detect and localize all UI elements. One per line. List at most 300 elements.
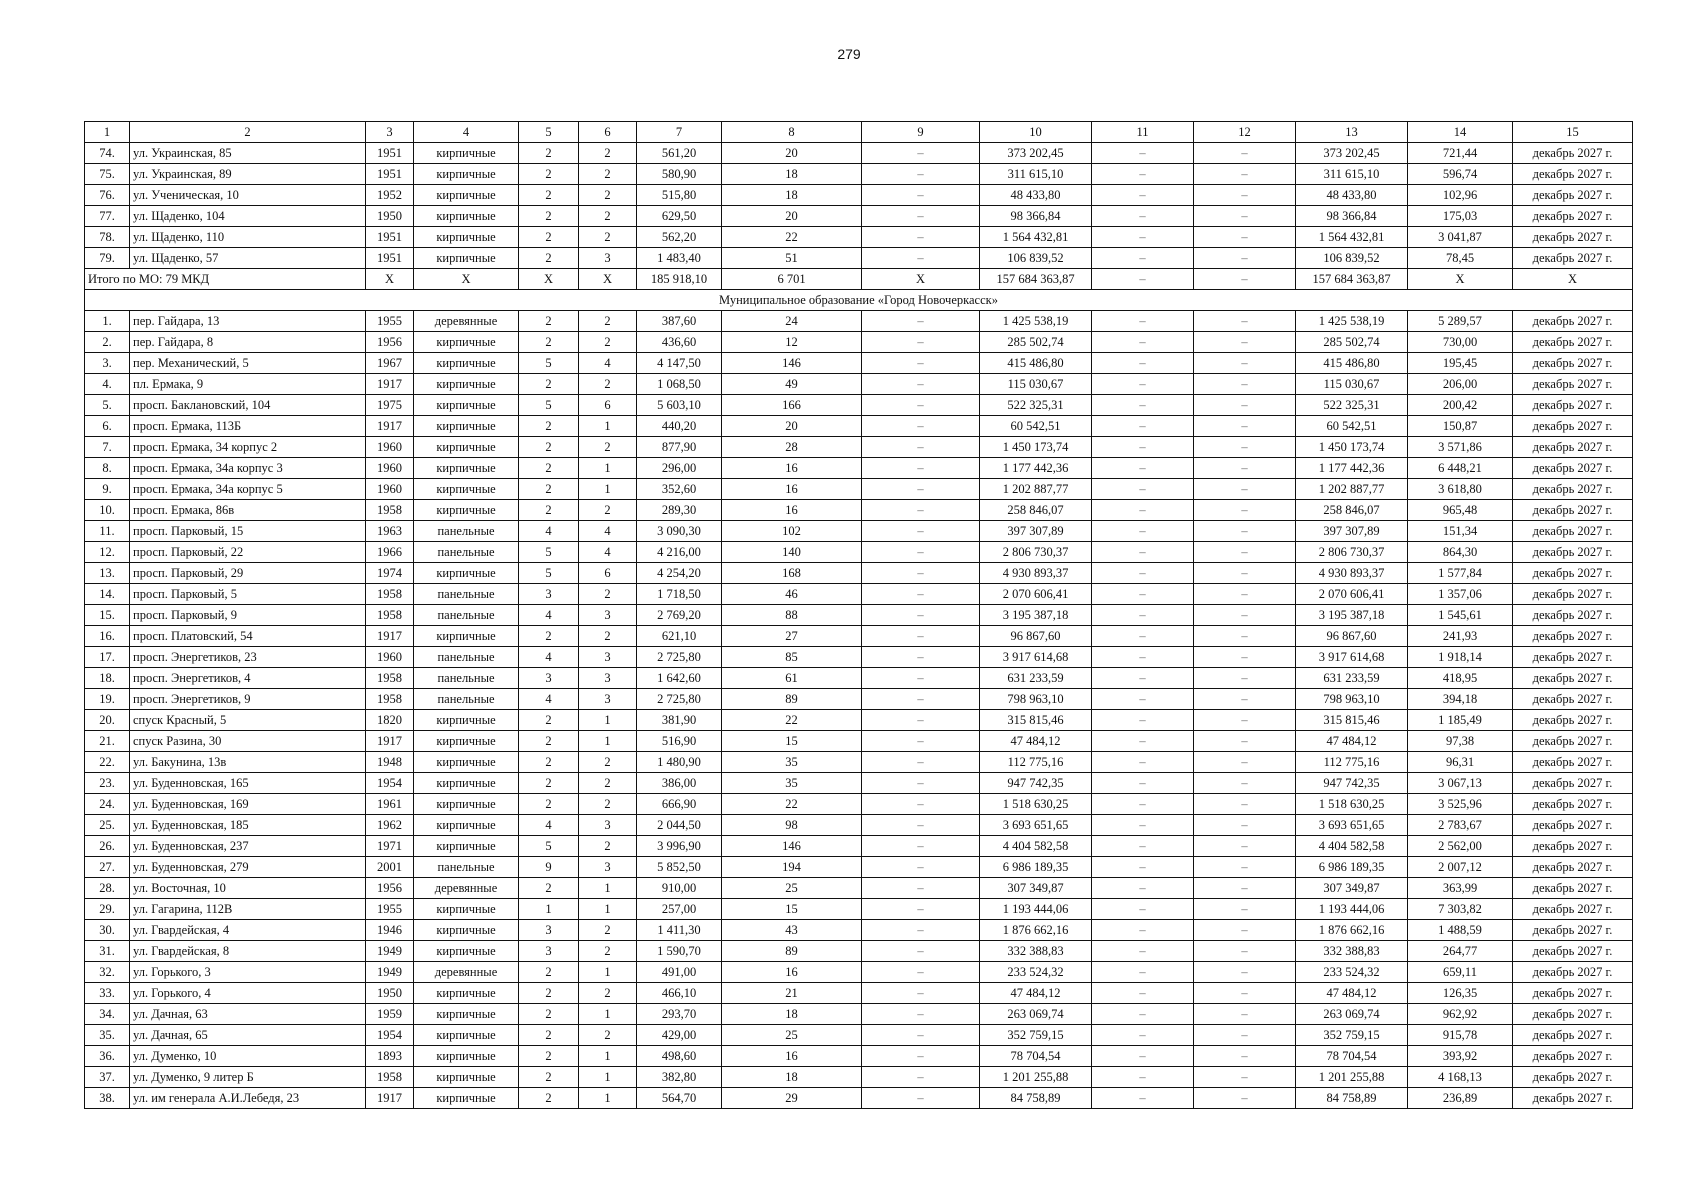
table-cell: 2 [519,710,579,731]
table-cell: – [1092,164,1194,185]
table-cell: 4 [579,542,637,563]
table-cell: – [1092,689,1194,710]
table-cell: – [1092,143,1194,164]
table-cell: 1 [519,899,579,920]
table-cell: – [862,794,980,815]
table-cell: 1917 [366,731,414,752]
table-cell: 43 [722,920,862,941]
table-cell: 18 [722,1067,862,1088]
table-cell: 1 480,90 [637,752,722,773]
table-cell: 2 [519,1004,579,1025]
table-cell: 2 [579,773,637,794]
table-cell: 1951 [366,143,414,164]
table-cell: – [862,374,980,395]
table-cell: 2 [519,374,579,395]
table-cell: кирпичные [414,395,519,416]
table-cell: 12 [722,332,862,353]
table-cell: 3 [579,605,637,626]
table-cell: 947 742,35 [1296,773,1408,794]
table-cell: 6 [579,563,637,584]
table-cell: 1 [579,878,637,899]
table-row [85,815,1633,836]
column-header: 14 [1408,122,1513,143]
table-cell: декабрь 2027 г. [1513,920,1633,941]
table-cell: 3 [579,857,637,878]
table-cell: декабрь 2027 г. [1513,647,1633,668]
table-cell: 2 [579,500,637,521]
table-row [85,143,1633,164]
table-cell: 10. [85,500,130,521]
table-cell: 522 325,31 [980,395,1092,416]
table-cell: 98 366,84 [1296,206,1408,227]
table-cell: 146 [722,353,862,374]
table-cell: 415 486,80 [1296,353,1408,374]
table-cell: – [1194,1067,1296,1088]
table-cell: – [862,836,980,857]
table-cell: – [1194,311,1296,332]
table-cell: декабрь 2027 г. [1513,521,1633,542]
table-cell: X [366,269,414,290]
table-cell: 2 783,67 [1408,815,1513,836]
table-cell: – [1194,584,1296,605]
table-cell: 29 [722,1088,862,1109]
table-cell: 112 775,16 [1296,752,1408,773]
table-cell: 2 [579,941,637,962]
table-cell: 1 518 630,25 [1296,794,1408,815]
table-cell: 16 [722,479,862,500]
table-cell: 522 325,31 [1296,395,1408,416]
table-cell: 1 177 442,36 [1296,458,1408,479]
table-cell: 2 [579,437,637,458]
table-cell: 1961 [366,794,414,815]
table-cell: ул. Буденновская, 169 [130,794,366,815]
table-cell: 2 [579,164,637,185]
table-cell: 307 349,87 [980,878,1092,899]
table-cell: – [1194,605,1296,626]
table-cell: 102,96 [1408,185,1513,206]
table-cell: – [862,1004,980,1025]
table-cell: 1 577,84 [1408,563,1513,584]
table-cell: кирпичные [414,353,519,374]
table-cell: 4 404 582,58 [1296,836,1408,857]
table-cell: 1 545,61 [1408,605,1513,626]
table-cell: 1917 [366,1088,414,1109]
table-cell: 2 [519,248,579,269]
table-cell: 315 815,46 [1296,710,1408,731]
table-cell: 1960 [366,647,414,668]
table-cell: 466,10 [637,983,722,1004]
table-cell: ул. Горького, 3 [130,962,366,983]
table-cell: 84 758,89 [980,1088,1092,1109]
table-cell: – [1092,500,1194,521]
table-row [85,311,1633,332]
table-cell: ул. им генерала А.И.Лебедя, 23 [130,1088,366,1109]
table-cell: 2 [579,374,637,395]
table-cell: 1960 [366,458,414,479]
table-cell: – [1092,521,1194,542]
table-cell: 1 564 432,81 [1296,227,1408,248]
table-cell: – [1194,689,1296,710]
table-cell: 1952 [366,185,414,206]
table-cell: 22 [722,794,862,815]
table-cell: декабрь 2027 г. [1513,248,1633,269]
table-cell: 2 070 606,41 [980,584,1092,605]
table-cell: кирпичные [414,227,519,248]
table-cell: 3 067,13 [1408,773,1513,794]
table-cell: 2 [579,206,637,227]
table-cell: – [1092,1088,1194,1109]
table-cell: X [1513,269,1633,290]
table-cell: декабрь 2027 г. [1513,815,1633,836]
table-cell: ул. Думенко, 10 [130,1046,366,1067]
table-cell: кирпичные [414,479,519,500]
table-cell: 1 718,50 [637,584,722,605]
table-cell: 1 068,50 [637,374,722,395]
table-cell: 289,30 [637,500,722,521]
total-row [85,269,1633,290]
table-cell: 24. [85,794,130,815]
table-cell: ул. Буденновская, 185 [130,815,366,836]
table-cell: 112 775,16 [980,752,1092,773]
table-cell: – [1092,185,1194,206]
table-cell: пер. Гайдара, 13 [130,311,366,332]
table-cell: 1950 [366,206,414,227]
table-cell: просп. Энергетиков, 23 [130,647,366,668]
table-cell: – [1092,962,1194,983]
table-cell: – [1092,353,1194,374]
table-cell: 2 [579,794,637,815]
table-cell: 98 [722,815,862,836]
table-cell: 2 [519,227,579,248]
table-cell: – [1194,416,1296,437]
table-cell: кирпичные [414,836,519,857]
table-cell: 2 [519,731,579,752]
table-cell: 666,90 [637,794,722,815]
table-cell: 60 542,51 [980,416,1092,437]
table-cell: 1 201 255,88 [980,1067,1092,1088]
table-row [85,584,1633,605]
table-cell: кирпичные [414,983,519,1004]
table-cell: – [1194,521,1296,542]
table-cell: 1 [579,899,637,920]
table-row [85,794,1633,815]
table-cell: 659,11 [1408,962,1513,983]
table-cell: – [1092,941,1194,962]
table-cell: 3 195 387,18 [980,605,1092,626]
table-cell: 564,70 [637,1088,722,1109]
table-cell: 47 484,12 [980,983,1092,1004]
table-cell: декабрь 2027 г. [1513,1067,1633,1088]
table-cell: – [862,248,980,269]
table-cell: – [1194,332,1296,353]
table-cell: – [1092,458,1194,479]
table-row [85,1046,1633,1067]
table-cell: декабрь 2027 г. [1513,542,1633,563]
table-cell: 6 [579,395,637,416]
column-header: 8 [722,122,862,143]
table-cell: 9. [85,479,130,500]
table-cell: кирпичные [414,416,519,437]
table-cell: 30. [85,920,130,941]
table-cell: 1951 [366,227,414,248]
table-cell: 2 806 730,37 [1296,542,1408,563]
table-cell: – [862,878,980,899]
table-cell: – [862,458,980,479]
table-cell: – [1092,206,1194,227]
table-cell: – [1092,1025,1194,1046]
table-cell: спуск Разина, 30 [130,731,366,752]
table-cell: ул. Щаденко, 57 [130,248,366,269]
table-cell: декабрь 2027 г. [1513,227,1633,248]
table-cell: просп. Ермака, 34а корпус 5 [130,479,366,500]
table-cell: – [1194,395,1296,416]
table-cell: – [862,500,980,521]
table-cell: 18. [85,668,130,689]
table-cell: 47 484,12 [1296,731,1408,752]
table-cell: просп. Энергетиков, 9 [130,689,366,710]
table-cell: 1 564 432,81 [980,227,1092,248]
table-cell: 22. [85,752,130,773]
table-cell: 2 007,12 [1408,857,1513,878]
table-cell: 126,35 [1408,983,1513,1004]
table-cell: 4. [85,374,130,395]
table-cell: кирпичные [414,794,519,815]
table-cell: – [1092,1046,1194,1067]
table-cell: 1951 [366,164,414,185]
table-cell: 6. [85,416,130,437]
table-cell: – [1194,857,1296,878]
table-row [85,374,1633,395]
table-row [85,983,1633,1004]
table-cell: ул. Ученическая, 10 [130,185,366,206]
table-cell: 4 [519,647,579,668]
table-cell: просп. Парковый, 29 [130,563,366,584]
table-cell: 3 [579,689,637,710]
table-cell: 2 070 606,41 [1296,584,1408,605]
table-cell: 15. [85,605,130,626]
table-cell: панельные [414,542,519,563]
table-cell: 394,18 [1408,689,1513,710]
table-cell: 185 918,10 [637,269,722,290]
table-cell: 1 488,59 [1408,920,1513,941]
table-cell: просп. Ермака, 34 корпус 2 [130,437,366,458]
table-cell: 3 [519,668,579,689]
column-header: 11 [1092,122,1194,143]
table-cell: 1 425 538,19 [980,311,1092,332]
table-cell: ул. Бакунина, 13в [130,752,366,773]
table-cell: – [862,584,980,605]
table-cell: – [862,1046,980,1067]
table-cell: декабрь 2027 г. [1513,1088,1633,1109]
table-cell: кирпичные [414,1046,519,1067]
table-cell: 24 [722,311,862,332]
table-cell: 2 [519,332,579,353]
table-cell: – [1092,983,1194,1004]
table-cell: 150,87 [1408,416,1513,437]
table-cell: кирпичные [414,626,519,647]
table-cell: пер. Механический, 5 [130,353,366,374]
table-cell: 4 [519,815,579,836]
table-cell: 580,90 [637,164,722,185]
table-row [85,1025,1633,1046]
table-cell: 21 [722,983,862,1004]
column-header: 6 [579,122,637,143]
table-cell: 877,90 [637,437,722,458]
table-cell: 2 [579,626,637,647]
table-cell: 38. [85,1088,130,1109]
table-cell: 352 759,15 [980,1025,1092,1046]
table-cell: – [1194,248,1296,269]
table-cell: – [862,353,980,374]
table-row [85,206,1633,227]
table-cell: 915,78 [1408,1025,1513,1046]
table-cell: 6 448,21 [1408,458,1513,479]
table-cell: 264,77 [1408,941,1513,962]
table-cell: 1 193 444,06 [980,899,1092,920]
table-cell: – [1194,437,1296,458]
table-cell: кирпичные [414,1088,519,1109]
table-cell: – [862,815,980,836]
table-cell: 48 433,80 [1296,185,1408,206]
table-row [85,941,1633,962]
table-cell: 4 [579,521,637,542]
table-cell: – [1092,395,1194,416]
table-cell: 2 [579,227,637,248]
table-cell: просп. Ермака, 113Б [130,416,366,437]
table-cell: 5 289,57 [1408,311,1513,332]
table-cell: 440,20 [637,416,722,437]
table-cell: 47 484,12 [1296,983,1408,1004]
housing-register-table [84,121,1633,1109]
table-cell: 157 684 363,87 [980,269,1092,290]
table-cell: – [1194,1088,1296,1109]
table-cell: 2 [519,983,579,1004]
table-cell: 429,00 [637,1025,722,1046]
table-cell: – [1092,899,1194,920]
table-cell: – [1194,227,1296,248]
table-cell: – [1092,794,1194,815]
table-cell: 22 [722,227,862,248]
table-cell: 200,42 [1408,395,1513,416]
table-cell: 168 [722,563,862,584]
table-cell: – [862,626,980,647]
table-cell: – [862,647,980,668]
table-cell: 2 [519,878,579,899]
table-cell: – [862,395,980,416]
table-cell: декабрь 2027 г. [1513,689,1633,710]
table-cell: 4 216,00 [637,542,722,563]
table-cell: 1893 [366,1046,414,1067]
table-cell: – [862,563,980,584]
table-cell: 1 [579,1088,637,1109]
table-cell: 3 693 651,65 [1296,815,1408,836]
table-cell: 415 486,80 [980,353,1092,374]
table-cell: – [1092,416,1194,437]
table-cell: X [519,269,579,290]
table-cell: 1917 [366,374,414,395]
table-cell: декабрь 2027 г. [1513,836,1633,857]
table-cell: 1 [579,479,637,500]
table-cell: 1960 [366,437,414,458]
table-cell: 373 202,45 [980,143,1092,164]
table-cell: кирпичные [414,374,519,395]
column-header: 12 [1194,122,1296,143]
table-row [85,962,1633,983]
table-cell: 5 [519,563,579,584]
table-cell: 1 876 662,16 [1296,920,1408,941]
table-cell: 1962 [366,815,414,836]
table-cell: 7 303,82 [1408,899,1513,920]
table-cell: кирпичные [414,185,519,206]
table-cell: 1951 [366,248,414,269]
table-cell: 2 044,50 [637,815,722,836]
table-cell: 6 701 [722,269,862,290]
column-header: 9 [862,122,980,143]
table-cell: 1 357,06 [1408,584,1513,605]
table-cell: 25 [722,1025,862,1046]
table-cell: 96 867,60 [980,626,1092,647]
table-cell: 4 [519,689,579,710]
table-cell: 4 930 893,37 [1296,563,1408,584]
table-cell: кирпичные [414,1067,519,1088]
table-cell: 1 642,60 [637,668,722,689]
table-cell: 18 [722,164,862,185]
table-cell: ул. Гвардейская, 4 [130,920,366,941]
table-cell: 3 [519,941,579,962]
table-cell: пер. Гайдара, 8 [130,332,366,353]
table-row [85,710,1633,731]
table-cell: – [1092,479,1194,500]
table-cell: ул. Горького, 4 [130,983,366,1004]
table-cell: 1958 [366,1067,414,1088]
table-cell: кирпичные [414,332,519,353]
table-cell: 1958 [366,584,414,605]
table-cell: 315 815,46 [980,710,1092,731]
table-cell: декабрь 2027 г. [1513,584,1633,605]
table-cell: 20. [85,710,130,731]
table-cell: – [1194,1046,1296,1067]
table-row [85,647,1633,668]
table-cell: 19. [85,689,130,710]
table-cell: 311 615,10 [980,164,1092,185]
table-cell: – [1194,941,1296,962]
table-cell: – [862,1067,980,1088]
table-cell: 3 [519,920,579,941]
table-cell: 2 [579,311,637,332]
table-cell: просп. Ермака, 34а корпус 3 [130,458,366,479]
table-cell: 166 [722,395,862,416]
table-row [85,836,1633,857]
table-cell: 1958 [366,668,414,689]
table-cell: – [1092,584,1194,605]
table-cell: декабрь 2027 г. [1513,563,1633,584]
table-cell: 84 758,89 [1296,1088,1408,1109]
table-cell: – [862,920,980,941]
table-cell: 3 917 614,68 [980,647,1092,668]
table-cell: 46 [722,584,862,605]
table-cell: 293,70 [637,1004,722,1025]
table-cell: 60 542,51 [1296,416,1408,437]
table-cell: – [862,752,980,773]
table-cell: 2 [579,185,637,206]
table-row [85,500,1633,521]
table-cell: – [862,332,980,353]
table-cell: 96,31 [1408,752,1513,773]
column-header: 4 [414,122,519,143]
table-cell: – [862,227,980,248]
table-cell: кирпичные [414,500,519,521]
table-cell: 22 [722,710,862,731]
